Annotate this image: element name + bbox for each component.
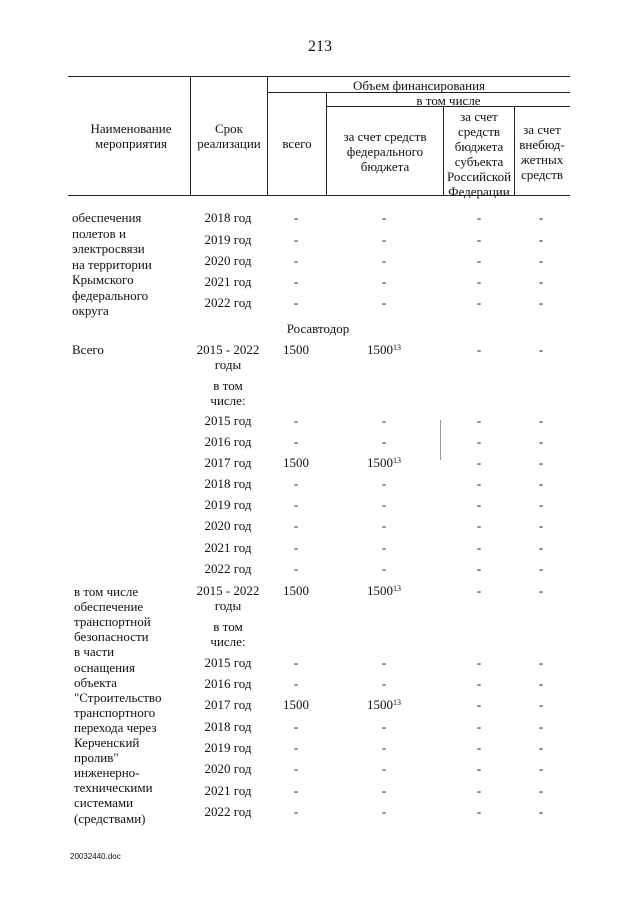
measure-name-line: (средствами) bbox=[74, 810, 146, 826]
footnote-marker: 13 bbox=[393, 456, 401, 465]
measure-name-line: транспортной bbox=[74, 614, 151, 630]
federal-cell: - bbox=[381, 434, 387, 449]
federal-cell: - bbox=[381, 540, 387, 555]
total-cell: - bbox=[293, 655, 299, 670]
measure-name-line: обеспечение bbox=[74, 599, 144, 615]
year-cell: 2020 год bbox=[204, 761, 252, 776]
extra-cell: - bbox=[538, 342, 544, 357]
extra-cell: - bbox=[538, 295, 544, 310]
total-cell: - bbox=[293, 676, 299, 691]
regional-cell: - bbox=[476, 434, 482, 449]
year-cell: 2016 год bbox=[204, 434, 252, 449]
total-cell: - bbox=[293, 740, 299, 755]
extra-cell: - bbox=[538, 476, 544, 491]
year-cell: 2020 год bbox=[204, 518, 252, 533]
year-cell: 2016 год bbox=[204, 676, 252, 691]
extra-cell: - bbox=[538, 540, 544, 555]
measure-name-line: пролив" bbox=[74, 750, 119, 766]
federal-cell: - bbox=[381, 476, 387, 491]
extra-cell: - bbox=[538, 434, 544, 449]
federal-cell: - bbox=[381, 676, 387, 691]
regional-cell: - bbox=[476, 455, 482, 470]
regional-cell: - bbox=[476, 497, 482, 512]
total-cell: 1500 bbox=[283, 583, 309, 598]
total-cell: - bbox=[293, 232, 299, 247]
total-cell: - bbox=[293, 497, 299, 512]
total-cell: - bbox=[293, 783, 299, 798]
total-cell: - bbox=[293, 804, 299, 819]
total-cell: - bbox=[293, 295, 299, 310]
year-cell: 2021 год bbox=[204, 274, 252, 289]
measure-name-line: округа bbox=[72, 303, 109, 318]
measure-name-line: Керченский bbox=[74, 735, 140, 750]
year-cell: 2018 год bbox=[204, 210, 252, 225]
year-cell: 2020 год bbox=[204, 253, 252, 268]
section-title: Росавтодор bbox=[286, 321, 350, 336]
regional-cell: - bbox=[476, 761, 482, 776]
federal-cell: - bbox=[381, 783, 387, 798]
measure-name-line: перехода через bbox=[74, 719, 157, 735]
measure-name-line: техническими bbox=[74, 780, 153, 796]
total-cell: - bbox=[293, 434, 299, 449]
total-cell: - bbox=[293, 210, 299, 225]
year-cell: 2017 год bbox=[204, 455, 252, 470]
total-cell: 1500 bbox=[283, 342, 309, 357]
total-cell: - bbox=[293, 518, 299, 533]
measure-name-line: "Строительство bbox=[74, 689, 162, 705]
extra-cell: - bbox=[538, 232, 544, 247]
including-label: в том bbox=[213, 378, 243, 393]
header-funding: Объем финансирования bbox=[352, 78, 486, 93]
extra-cell: - bbox=[538, 518, 544, 533]
federal-cell: - bbox=[381, 274, 387, 289]
year-cell: 2021 год bbox=[204, 783, 252, 798]
extra-cell: - bbox=[538, 497, 544, 512]
regional-cell: - bbox=[476, 518, 482, 533]
measure-name-line: транспортного bbox=[74, 704, 156, 720]
federal-cell: - bbox=[381, 232, 387, 247]
header-total: всего bbox=[282, 136, 312, 151]
regional-cell: - bbox=[476, 210, 482, 225]
total-cell: 1500 bbox=[283, 697, 309, 712]
total-cell: 1500 bbox=[283, 455, 309, 470]
federal-cell: - bbox=[381, 295, 387, 310]
footnote-marker: 13 bbox=[393, 343, 401, 352]
extra-cell: - bbox=[538, 804, 544, 819]
federal-cell: - bbox=[381, 561, 387, 576]
header-regional: за счет средств бюджета субъекта Российской Федерации bbox=[446, 109, 512, 199]
header-federal: за счет средств федерального бюджета bbox=[343, 129, 427, 174]
total-cell: - bbox=[293, 561, 299, 576]
regional-cell: - bbox=[476, 342, 482, 357]
regional-cell: - bbox=[476, 676, 482, 691]
regional-cell: - bbox=[476, 561, 482, 576]
federal-cell: - bbox=[381, 497, 387, 512]
year-cell: 2019 год bbox=[204, 740, 252, 755]
page-number: 213 bbox=[308, 38, 332, 55]
extra-cell: - bbox=[538, 561, 544, 576]
total-cell: - bbox=[293, 719, 299, 734]
regional-cell: - bbox=[476, 540, 482, 555]
extra-cell: - bbox=[538, 697, 544, 712]
measure-name: Всего bbox=[72, 342, 104, 357]
year-cell: 2015 год bbox=[204, 655, 252, 670]
year-cell: 2019 год bbox=[204, 232, 252, 247]
measure-name-line: в том числе bbox=[74, 584, 139, 599]
regional-cell: - bbox=[476, 413, 482, 428]
federal-cell: - bbox=[381, 655, 387, 670]
year-cell: 2022 год bbox=[204, 295, 252, 310]
including-label: в том bbox=[213, 619, 243, 634]
extra-cell: - bbox=[538, 413, 544, 428]
including-label: числе: bbox=[210, 393, 246, 408]
federal-cell: - bbox=[381, 253, 387, 268]
regional-cell: - bbox=[476, 253, 482, 268]
year-cell: 2018 год bbox=[204, 719, 252, 734]
header-extra: за счет внебюд-жетных средств bbox=[519, 122, 565, 182]
extra-cell: - bbox=[538, 719, 544, 734]
measure-name-line: обеспечения bbox=[72, 210, 142, 225]
measure-name-line: объекта bbox=[74, 674, 118, 690]
period-cell: годы bbox=[214, 357, 242, 372]
regional-cell: - bbox=[476, 274, 482, 289]
total-cell: - bbox=[293, 540, 299, 555]
period-cell: 2015 - 2022 bbox=[196, 583, 260, 598]
footnote-marker: 13 bbox=[393, 584, 401, 593]
federal-cell: 1500$^{13}$ bbox=[367, 455, 401, 470]
year-cell: 2015 год bbox=[204, 413, 252, 428]
total-cell: - bbox=[293, 476, 299, 491]
measure-name-line: инженерно- bbox=[74, 765, 140, 781]
measure-name-line: Крымского bbox=[72, 272, 134, 287]
total-cell: - bbox=[293, 413, 299, 428]
regional-cell: - bbox=[476, 655, 482, 670]
measure-name-line: в части bbox=[74, 644, 115, 660]
federal-cell: 1500$^{13}$ bbox=[367, 583, 401, 598]
federal-cell: - bbox=[381, 210, 387, 225]
federal-cell: - bbox=[381, 740, 387, 755]
header-including: в том числе bbox=[416, 93, 481, 108]
regional-cell: - bbox=[476, 719, 482, 734]
regional-cell: - bbox=[476, 804, 482, 819]
period-cell: 2015 - 2022 bbox=[196, 342, 260, 357]
measure-name-line: федерального bbox=[72, 287, 149, 303]
extra-cell: - bbox=[538, 253, 544, 268]
regional-cell: - bbox=[476, 697, 482, 712]
federal-cell: - bbox=[381, 719, 387, 734]
year-cell: 2017 год bbox=[204, 697, 252, 712]
total-cell: - bbox=[293, 761, 299, 776]
extra-cell: - bbox=[538, 676, 544, 691]
federal-cell: 1500$^{13}$ bbox=[367, 697, 401, 712]
year-cell: 2022 год bbox=[204, 561, 252, 576]
regional-cell: - bbox=[476, 583, 482, 598]
federal-cell: 1500$^{13}$ bbox=[367, 342, 401, 357]
regional-cell: - bbox=[476, 740, 482, 755]
measure-name-line: полетов и bbox=[72, 225, 126, 241]
measure-name-line: безопасности bbox=[74, 629, 149, 645]
regional-cell: - bbox=[476, 295, 482, 310]
federal-cell: - bbox=[381, 413, 387, 428]
header-name: Наименование мероприятия bbox=[90, 121, 172, 151]
including-label: числе: bbox=[210, 634, 246, 649]
extra-cell: - bbox=[538, 210, 544, 225]
federal-cell: - bbox=[381, 761, 387, 776]
federal-cell: - bbox=[381, 518, 387, 533]
extra-cell: - bbox=[538, 761, 544, 776]
extra-cell: - bbox=[538, 583, 544, 598]
regional-cell: - bbox=[476, 232, 482, 247]
total-cell: - bbox=[293, 253, 299, 268]
year-cell: 2019 год bbox=[204, 497, 252, 512]
year-cell: 2018 год bbox=[204, 476, 252, 491]
measure-name-line: на территории bbox=[72, 256, 152, 272]
footnote-marker: 13 bbox=[393, 698, 401, 707]
measure-name-line: системами bbox=[74, 795, 134, 811]
total-cell: - bbox=[293, 274, 299, 289]
extra-cell: - bbox=[538, 783, 544, 798]
extra-cell: - bbox=[538, 274, 544, 289]
measure-name-line: оснащения bbox=[74, 659, 135, 675]
federal-cell: - bbox=[381, 804, 387, 819]
extra-cell: - bbox=[538, 655, 544, 670]
regional-cell: - bbox=[476, 476, 482, 491]
regional-cell: - bbox=[476, 783, 482, 798]
footer-filename: 20032440.doc bbox=[70, 852, 121, 861]
header-term: Срок реализации bbox=[197, 121, 261, 151]
year-cell: 2021 год bbox=[204, 540, 252, 555]
extra-cell: - bbox=[538, 740, 544, 755]
extra-cell: - bbox=[538, 455, 544, 470]
year-cell: 2022 год bbox=[204, 804, 252, 819]
period-cell: годы bbox=[214, 598, 242, 613]
measure-name-line: электросвязи bbox=[72, 241, 145, 256]
